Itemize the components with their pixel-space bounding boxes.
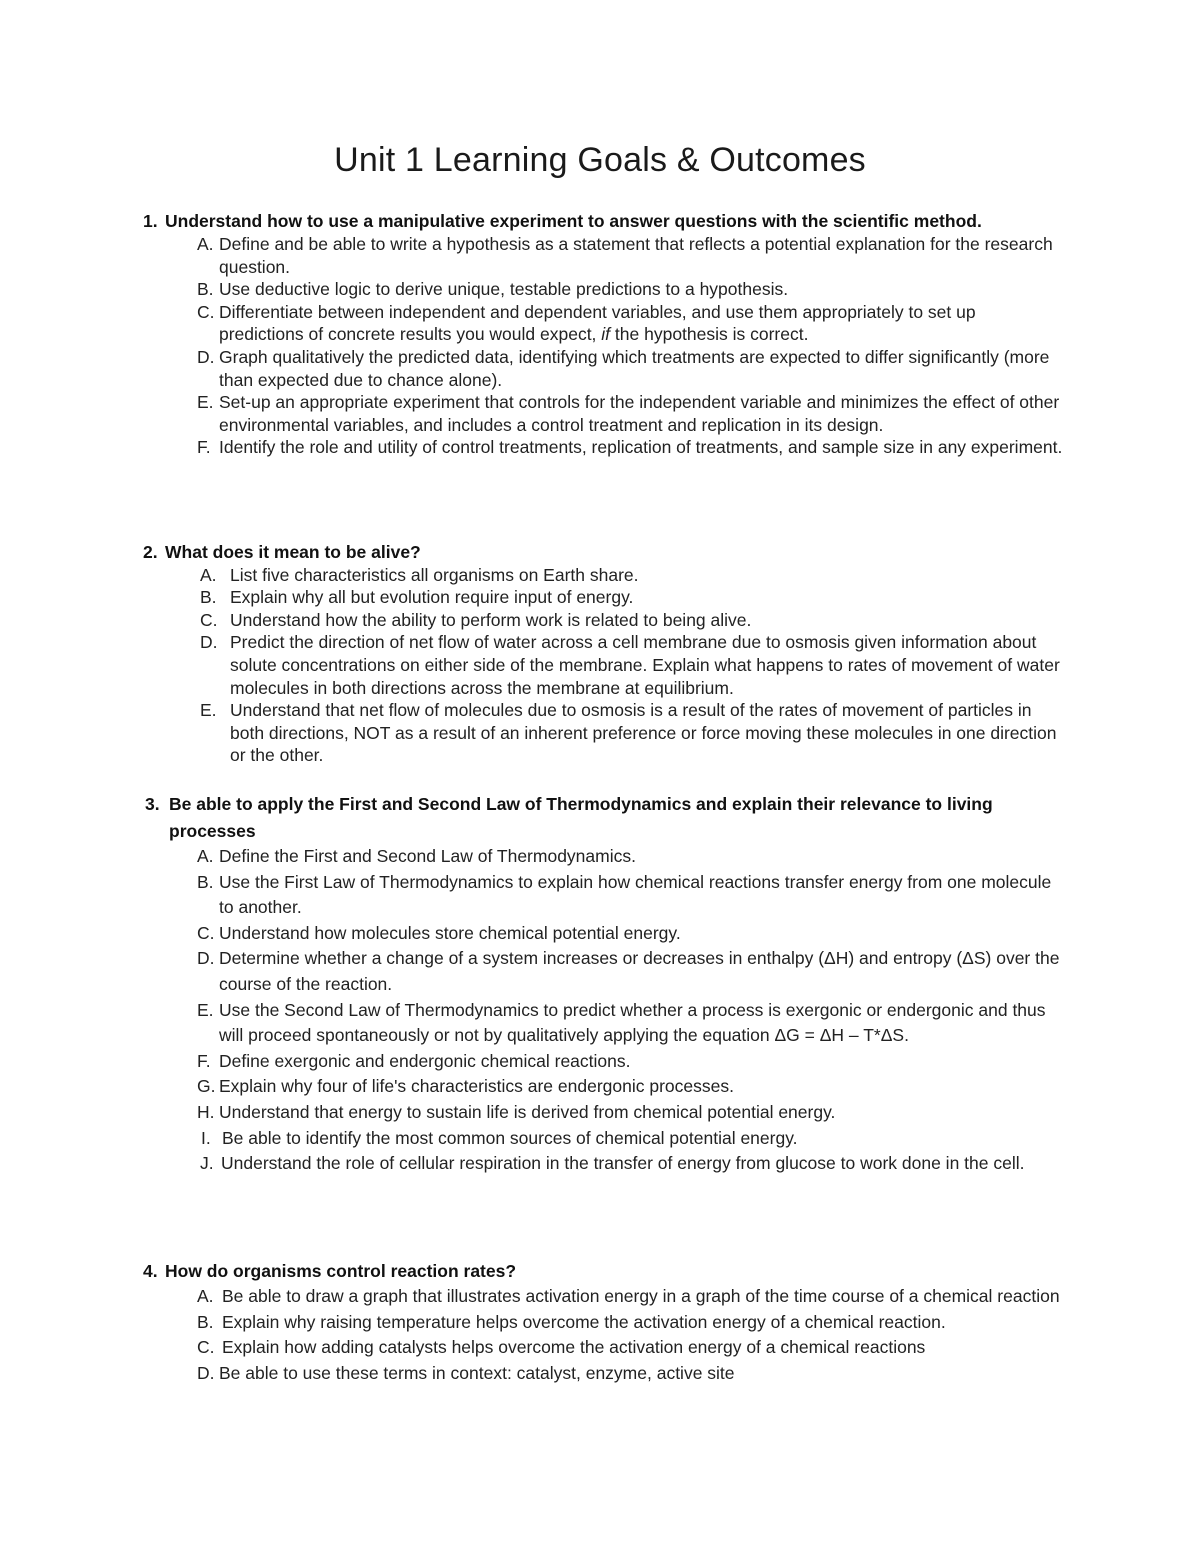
section-heading-text: What does it mean to be alive?	[165, 542, 421, 562]
item-letter: E.	[200, 700, 217, 721]
item-letter: D.	[197, 948, 215, 969]
item-text: Identify the role and utility of control treatments, replication of treatments, and sample size in any experiment.	[219, 437, 1063, 458]
item-letter: C.	[197, 301, 215, 322]
item-letter: D.	[197, 346, 215, 367]
list-item	[197, 844, 1200, 870]
outcome-list	[0, 233, 1200, 459]
item-letter: B.	[197, 871, 214, 892]
section-heading	[143, 210, 1200, 233]
section-heading-text: Be able to apply the First and Second Law of Thermodynamics and explain their relevance to living processes	[169, 794, 993, 841]
item-letter: B.	[200, 587, 217, 608]
item-text: Understand how molecules store chemical potential energy.	[219, 922, 681, 943]
list-item	[197, 921, 1200, 947]
item-letter: C.	[200, 609, 218, 630]
item-text: Determine whether a change of a system increases or decreases in enthalpy (ΔH) and entropy (ΔS) over the course of the reaction.	[219, 948, 1060, 994]
item-letter: C.	[197, 1337, 215, 1358]
section-number: 4.	[143, 1261, 158, 1281]
item-letter: F.	[197, 1050, 211, 1071]
list-item	[200, 699, 1200, 767]
list-item	[197, 1126, 1200, 1152]
item-letter: J.	[200, 1153, 214, 1174]
item-text: Be able to use these terms in context: catalyst, enzyme, active site	[219, 1362, 735, 1383]
item-letter: E.	[197, 999, 214, 1020]
item-text: Define the First and Second Law of Thermodynamics.	[219, 846, 636, 866]
item-letter: A.	[200, 564, 217, 585]
item-text: Use the First Law of Thermodynamics to explain how chemical reactions transfer energy from one molecule to another.	[219, 871, 1052, 918]
list-item	[200, 609, 1200, 632]
section-heading	[145, 791, 1200, 844]
item-letter: B.	[197, 279, 214, 300]
item-text-emphasis: if	[601, 324, 611, 345]
item-letter: I.	[201, 1127, 211, 1148]
list-item	[197, 301, 1200, 346]
section-4	[0, 1258, 1200, 1386]
page-title: Unit 1 Learning Goals & Outcomes	[334, 141, 866, 179]
item-text-part: Differentiate between independent and dependent variables, and use them appropriately to set up predictions of concrete results you would expect,	[219, 301, 976, 345]
section-heading-text: How do organisms control reaction rates?	[165, 1261, 517, 1281]
section-number: 1.	[143, 211, 158, 231]
list-item	[197, 278, 1200, 301]
section-1	[0, 210, 1200, 459]
section-2	[0, 541, 1200, 767]
item-text	[219, 301, 1064, 346]
item-text: Use deductive logic to derive unique, testable predictions to a hypothesis.	[219, 279, 789, 300]
item-text: Understand the role of cellular respiration in the transfer of energy from glucose to work done in the cell.	[221, 1153, 1025, 1174]
list-item	[197, 233, 1200, 278]
list-item	[197, 998, 1200, 1049]
list-item	[197, 1361, 1200, 1387]
item-letter: G.	[197, 1076, 216, 1097]
list-item	[197, 1049, 1200, 1075]
item-letter: D.	[197, 1362, 215, 1383]
list-item	[197, 436, 1200, 459]
item-text: Be able to draw a graph that illustrates activation energy in a graph of the time course of a chemical reaction	[222, 1286, 1060, 1306]
list-item	[197, 1151, 1200, 1177]
item-letter: H.	[197, 1101, 215, 1122]
section-number: 3.	[145, 794, 160, 814]
section-heading-text: Understand how to use a manipulative experiment to answer questions with the scientific method.	[165, 211, 982, 231]
list-item	[200, 564, 1200, 587]
list-item	[197, 1284, 1200, 1310]
outcome-list	[0, 844, 1200, 1177]
section-3	[0, 791, 1200, 1177]
list-item	[197, 391, 1200, 436]
item-letter: C.	[197, 922, 215, 943]
item-text-part: the hypothesis is correct.	[610, 324, 809, 345]
item-text: Use the Second Law of Thermodynamics to predict whether a process is exergonic or endergonic and thus will proceed spontaneously or not by qualitatively applying the equation ΔG = ΔH – T*ΔS.	[219, 999, 1046, 1046]
list-item	[197, 346, 1200, 391]
item-text: Understand how the ability to perform work is related to being alive.	[230, 609, 752, 630]
item-text: Predict the direction of net flow of water across a cell membrane due to osmosis given information about solute concentrations on either side of the membrane. Explain what happens to rates of movement of water molecules in both directions across the membrane at equilibrium.	[230, 632, 1060, 698]
list-item	[197, 1100, 1200, 1126]
item-text: Explain why all but evolution require input of energy.	[230, 587, 634, 608]
item-text: Understand that net flow of molecules due to osmosis is a result of the rates of movement of particles in both directions, NOT as a result of an inherent preference or force moving these molecules in one direction or the other.	[230, 700, 1057, 766]
item-text: Explain how adding catalysts helps overcome the activation energy of a chemical reactions	[222, 1337, 926, 1358]
section-heading	[143, 541, 1200, 564]
list-item	[197, 1074, 1200, 1100]
item-letter: D.	[200, 632, 218, 653]
item-text: Explain why raising temperature helps overcome the activation energy of a chemical reaction.	[222, 1311, 946, 1332]
item-text: Be able to identify the most common sources of chemical potential energy.	[222, 1127, 798, 1148]
list-item	[200, 586, 1200, 609]
list-item	[197, 1310, 1200, 1336]
item-text: Explain why four of life's characteristics are endergonic processes.	[219, 1076, 734, 1097]
item-letter: E.	[197, 392, 214, 413]
outcome-list	[0, 1284, 1200, 1386]
item-text: Define and be able to write a hypothesis as a statement that reflects a potential explanation for the research question.	[219, 234, 1053, 277]
item-text: List five characteristics all organisms on Earth share.	[230, 564, 639, 585]
item-letter: A.	[197, 1286, 214, 1306]
list-item	[197, 1335, 1200, 1361]
item-letter: A.	[197, 846, 214, 866]
section-heading	[143, 1258, 1200, 1284]
item-text: Set-up an appropriate experiment that controls for the independent variable and minimizes the effect of other environmental variables, and includes a control treatment and replication in its design.	[219, 392, 1060, 435]
outcome-list	[0, 564, 1200, 767]
item-letter: A.	[197, 234, 214, 254]
item-text: Understand that energy to sustain life is derived from chemical potential energy.	[219, 1101, 836, 1122]
item-letter: B.	[197, 1311, 214, 1332]
item-text: Graph qualitatively the predicted data, identifying which treatments are expected to differ significantly (more than expected due to chance alone).	[219, 346, 1050, 390]
section-number: 2.	[143, 542, 158, 562]
list-item	[197, 870, 1200, 921]
list-item	[200, 631, 1200, 699]
item-letter: F.	[197, 437, 211, 458]
item-text: Define exergonic and endergonic chemical reactions.	[219, 1050, 631, 1071]
list-item	[197, 946, 1200, 997]
